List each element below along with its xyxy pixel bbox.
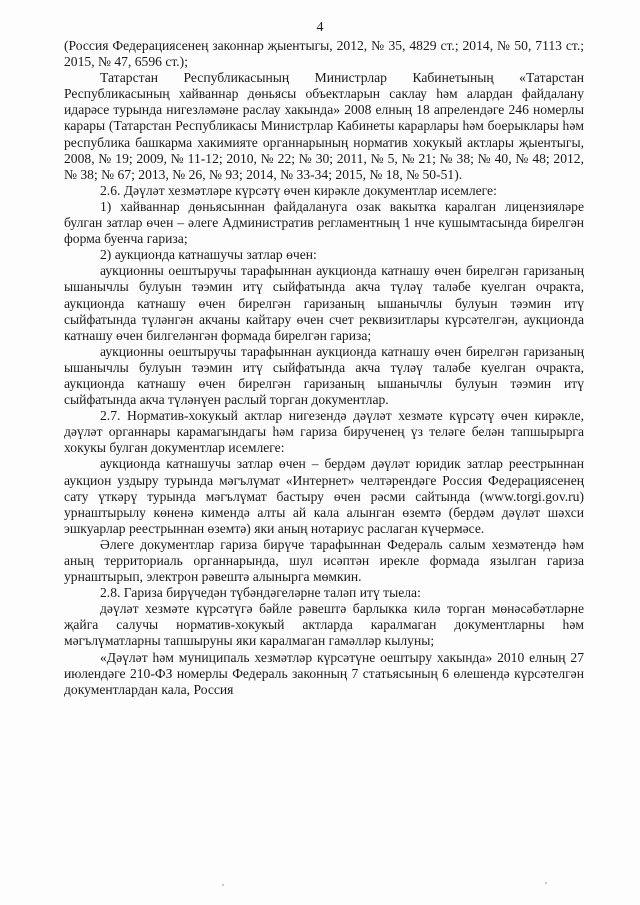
paragraph-12: дәүләт хезмәте күрсәтүгә бәйле рәвештә барлыкка килә торган мөнәсәбәтләрне җайга салучы норматив-хокукый актларда каралмаган документларны һәм мәгълүматларны тапшыруны яки каралмаган гамәлләр кылуны; [64, 601, 584, 649]
paragraph-7: аукционны оештыручы тарафыннан аукционда катнашу өчен бирелгән гаризаның ышанычлы булуын тәэмин итү сыйфатында акча түләү таләбе куелган очракта, аукционда катнашу өчен бирелгән гаризаның ышанычлы булуын тәэмин итү сыйфатында акча түләнүен раслый торган документлар. [64, 343, 584, 408]
document-body [64, 38, 584, 698]
page-number: 4 [316, 20, 324, 35]
paragraph-11: 2.8. Гариза бирүчедән түбәндәгеләрне таләп итү тыела: [100, 585, 421, 601]
paragraph-1: (Россия Федерациясенең законнар җыентыгы, 2012, № 35, 4829 ст.; 2014, № 50, 7113 ст.; 2015, № 47, 6596 ст.); [64, 38, 584, 70]
scan-speck [545, 882, 547, 884]
paragraph-5: 2) аукционда катнашучы затлар өчен: [100, 247, 317, 263]
paragraph-8: 2.7. Норматив-хокукый актлар нигезендә дәүләт хезмәте күрсәтү өчен кирәкле, дәүләт органнары карамагындагы һәм гариза бирученең үз теләге белән тапшырырга хокукы булган документлар исемлеге: [64, 408, 584, 456]
paragraph-2: Татарстан Республикасының Министрлар Кабинетының «Татарстан Республикасының хайваннар дөньясы объектларын саклау һәм алардан файдалану идарәсе турында нигезләмәне раслау хакында» 2008 елның 18 апрелендәге 246 номерлы карары (Татарстан Республикасы Министрлар Кабинеты карарлары һәм боерыклары һәм республика башкарма хакимияте органнарының норматив хокукый актлары җыентыгы, 2008, № 19; 2009, № 11-12; 2010, № 22; № 30; 2011, № 5, № 21; № 38; № 40, № 48; 2012, № 38; № 67; 2013, № 26, № 93; 2014, № 33-34; 2015, № 18, № 50-51). [64, 70, 584, 182]
paragraph-4: 1) хайваннар дөньясыннан файдалануга озак вакытка каралган лицензияләре булган затлар өчен – әлеге Административ регламентның 1 нче кушымтасында бирелгән форма буенча гариза; [64, 198, 584, 247]
paragraph-3: 2.6. Дәүләт хезмәтләре күрсәтү өчен кирәкле документлар исемлеге: [100, 182, 497, 198]
paragraph-13: «Дәүләт һәм муниципаль хезмәтләр күрсәтүне оештыру хакында» 2010 елның 27 июлендәге 210-ФЗ номерлы Федераль законның 7 статьясының 6 өлешендә күрсәтелгән документлардан кала, Россия [64, 649, 584, 697]
paragraph-6: аукционны оештыручы тарафыннан аукционда катнашу өчен бирелгән гаризаның ышанычлы булуын тәэмин итү сыйфатында акча түләү таләбе куелган очракта, аукционда катнашу өчен бирелгән гаризаның ышанычлы булуын тәэмин итү сыйфатында түләнгән акчаны кайтару өчен счет реквизитлары күрсәтелгән, аукционда катнашу өчен билгеләнгән формада бирелгән гариза; [64, 263, 584, 343]
paragraph-10: Әлеге документлар гариза бирүче тарафыннан Федераль салым хезмәтендә һәм аның территориаль органнарында, шул исәптән ирекле формада язылган гариза урнаштырып, электрон рәвештә алынырга мөмкин. [64, 536, 584, 585]
scan-speck [222, 884, 224, 886]
paragraph-9: аукционда катнашучы затлар өчен – бердәм дәүләт юридик затлар реестрыннан аукцион уздыру турында мәгълүмат «Интернет» челтәрендәге Россия Федерациясенең сату үткәрү турында мәгълүмат бастыру өчен рәсми сайтында (www.torgi.gov.ru) урнаштырылу көненә кимендә алты ай кала алынган өземтә (бердәм дәүләт шәхси эшкуарлар реестрыннан өземтә) яки аның нотариус раслаган күчермәсе. [64, 456, 584, 536]
